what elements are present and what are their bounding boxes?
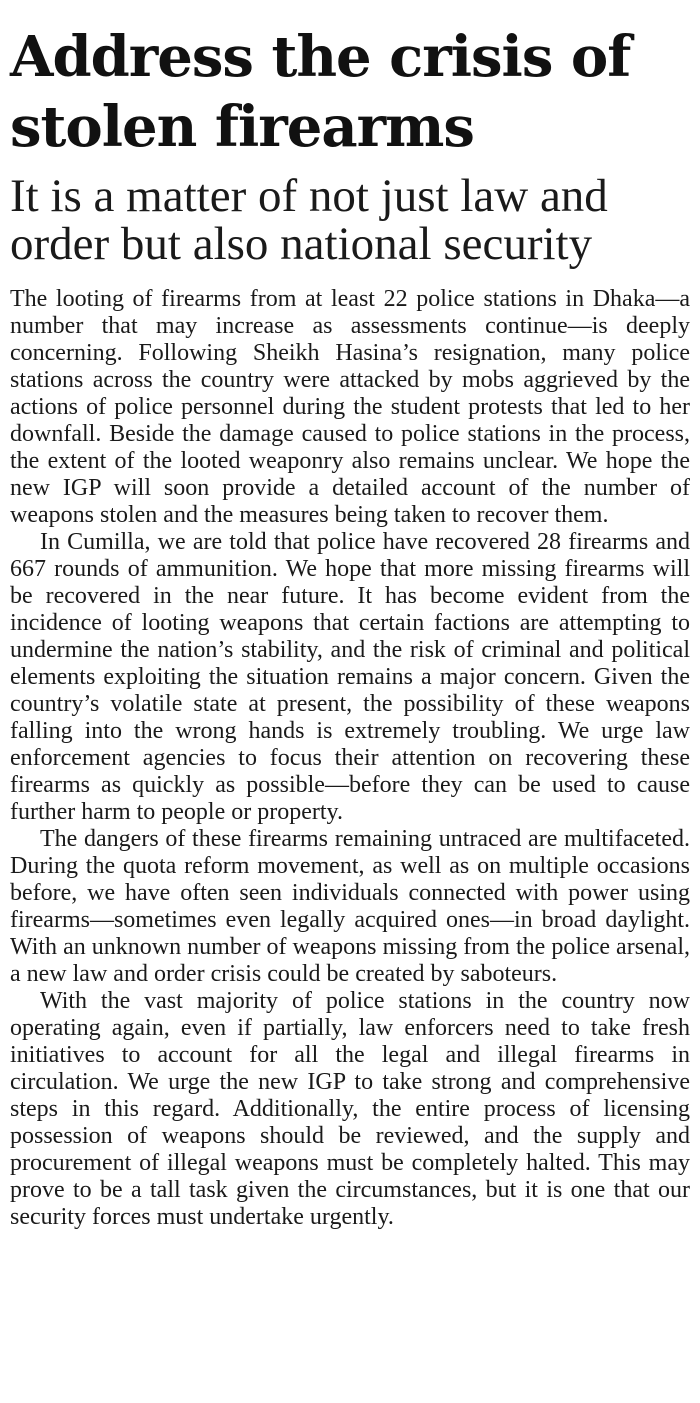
body-paragraph-2: In Cumilla, we are told that police have recovered 28 firearms and 667 rounds of ammunition. We hope that more missing firearms will be recovered in the near future. It has become evident from the incidence of looting weapons that certain factions are attempting to undermine the nation’s stability, and the risk of criminal and political elements exploiting the situation remains a major concern. Given the country’s volatile state at present, the possibility of these weapons falling into the wrong hands is extremely troubling. We urge law enforcement agencies to focus their attention on recovering these firearms as quickly as possible—before they can be used to cause further harm to people or property. — [10, 529, 690, 825]
subheadline: It is a matter of not just law and order but also national security — [10, 170, 608, 270]
body-paragraph-4: With the vast majority of police stations in the country now operating again, even if partially, law enforcers need to take fresh initiatives to account for all the legal and illegal firearms in circulation. We urge the new IGP to take strong and comprehensive steps in this regard. Additionally, the entire process of licensing possession of weapons should be reviewed, and the supply and procurement of illegal weapons must be completely halted. This may prove to be a tall task given the circumstances, but it is one that our security forces must undertake urgently. — [10, 988, 690, 1230]
article-body — [10, 286, 690, 1231]
body-paragraph-3: The dangers of these firearms remaining untraced are multifaceted. During the quota reform movement, as well as on multiple occasions before, we have often seen individuals connected with power using firearms—sometimes even legally acquired ones—in broad daylight. With an unknown number of weapons missing from the police arsenal, a new law and order crisis could be created by saboteurs. — [10, 826, 690, 987]
headline: Address the crisis of stolen firearms — [10, 24, 631, 160]
body-paragraph-1: The looting of firearms from at least 22 police stations in Dhaka—a number that may increase as assessments continue—is deeply concerning. Following Sheikh Hasina’s resignation, many police stations across the country were attacked by mobs aggrieved by the actions of police personnel during the student protests that led to her downfall. Beside the damage caused to police stations in the process, the extent of the looted weaponry also remains unclear. We hope the new IGP will soon provide a detailed account of the number of weapons stolen and the measures being taken to recover them. — [10, 286, 690, 528]
